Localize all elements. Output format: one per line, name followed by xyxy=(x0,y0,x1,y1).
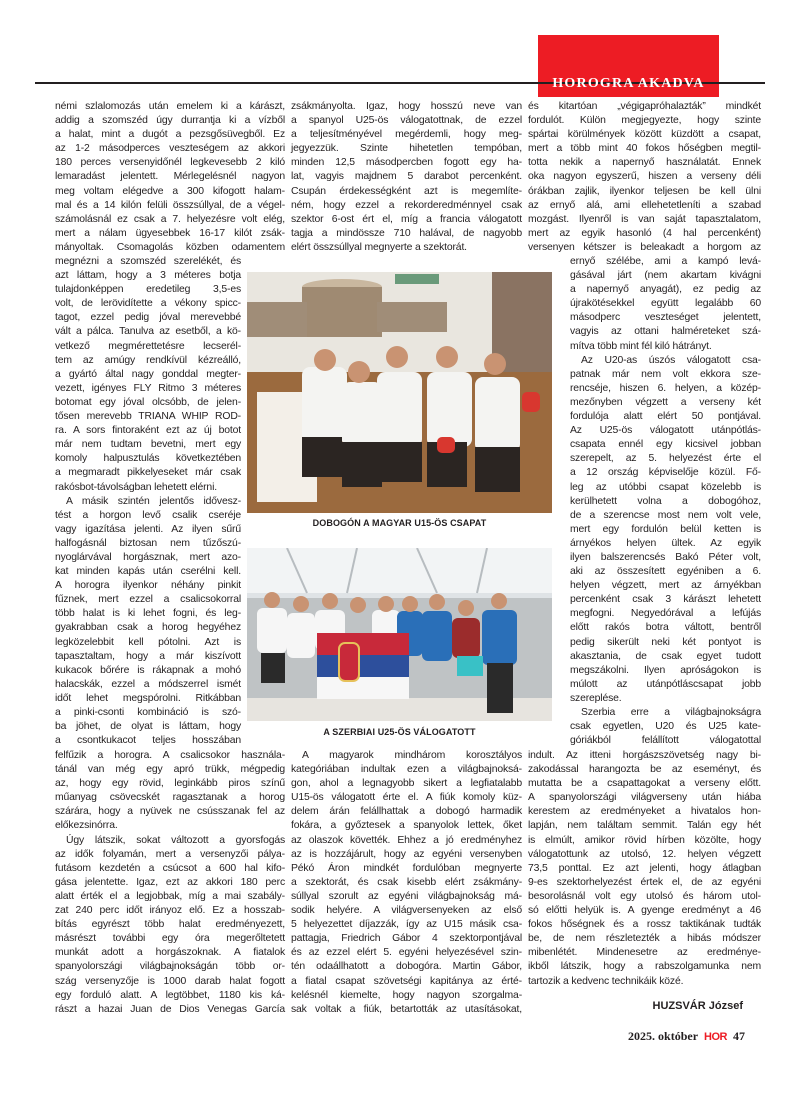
text-line: percenként csak 3 kárászt lehetett xyxy=(570,594,761,606)
text-line: Szerbia erre a világbajnokságra xyxy=(581,707,761,718)
author-signature: HUZSVÁR József xyxy=(652,1000,743,1012)
text-line: lapján, nem találtam semmit. Talán egy hét xyxy=(528,820,761,832)
text-line: mozgást. Ilyenről is van saját tapasztalatom, xyxy=(528,213,761,225)
text-line: mal és a 14 kilón felüli összsúllyal, de a végel- xyxy=(55,199,285,211)
text-line: Úgy látszik, sokat változott a gyorsfogás xyxy=(66,834,285,846)
text-line: 5 helyezettet díjazzák, így az U15 másik csa- xyxy=(291,919,522,931)
text-line: mítva több mint fél kiló hátrányt. xyxy=(570,340,712,352)
text-line: szerepelt, az 5. helyezést érte el xyxy=(570,453,761,465)
page-number: 47 xyxy=(733,1029,745,1043)
text-line: is elmúlt, amikor rövid hírben közölte, hogy xyxy=(528,834,761,846)
text-line: tagot, ezzel pedig jóval merevebbé xyxy=(55,312,241,324)
text-line: A horogra ilyenkor néhány pinkit xyxy=(55,580,241,592)
column-3-top xyxy=(528,100,761,255)
text-line: góriákból felállított válogatottal xyxy=(570,735,761,747)
text-line: spártai körülmények között küzdött a csapat, xyxy=(528,129,761,141)
text-line: gon, ahol a legnagyobb sikert a legfiatalabb xyxy=(291,778,522,790)
text-line: futásom kezdetén a csúcsot a 600 hal kifo- xyxy=(55,862,285,874)
text-line: elért összsúllyal megnyerte a szektorát. xyxy=(291,241,467,253)
text-line: fűznek, mert ezzel a csalicsokorral xyxy=(55,594,241,606)
text-line: a fiatal csapat szövetségi kapitánya az érté- xyxy=(291,975,522,987)
text-line: zat 240 perc időt irányoz elő. Ez a hosszab- xyxy=(55,905,285,917)
text-line: patnak már nem volt ekkora sze- xyxy=(570,368,761,380)
podium-photo xyxy=(247,272,552,513)
text-line: rakósbot-távolságban lehetett elérni. xyxy=(55,481,217,493)
text-line: helyen végzett, mert az árnyékban xyxy=(570,580,761,592)
text-line: ba jöhet, de olyat is láttam, hogy xyxy=(55,721,241,733)
text-line: súllyal szorult az egyéni világbajnokság má- xyxy=(291,890,522,902)
text-line: az is hozzájárult, hogy az egyéni versenyben xyxy=(291,848,522,860)
text-line: rászt a hazai Juan de Dios Venegas García xyxy=(55,1003,285,1015)
text-line: mert a több mint 40 fokos hőségben megtil- xyxy=(528,143,761,155)
text-line: meg voltam elégedve a 300 kifogott halam- xyxy=(55,185,285,197)
text-line: jegyezzük. Szinte hihetetlen tempóban, xyxy=(291,143,522,155)
text-line: árnyékos helyen ültek. Az egyik xyxy=(570,537,761,549)
text-line: besorolásnál volt egy utolsó és három utol- xyxy=(528,890,761,902)
text-line: előtt rakós botra váltott, bentről xyxy=(570,622,761,634)
text-line: kukacok bőrére is rákapnak a mohó xyxy=(55,664,241,676)
text-line: rencséje, hiszen 6. helyen, a közép- xyxy=(570,382,761,394)
text-line: tén odaállhatott a dobogóra. Martin Gábor, xyxy=(291,961,522,973)
text-line: némi szlalomozás után emelem ki a kárászt, xyxy=(55,101,285,112)
text-line: tősen merevebb TRIANA WHIP ROD- xyxy=(55,411,241,423)
text-line: sak voltak a fiúk, betartották az utasításokat, xyxy=(291,1003,522,1015)
text-line: másodperc veszteséget jelentett, xyxy=(570,312,761,324)
text-line: gásával járt (nem akartam kivágni xyxy=(570,270,761,282)
magazine-logo: HOR xyxy=(704,1030,727,1043)
text-line: ernyő szélébe, ami a kampó levá- xyxy=(570,256,761,267)
text-line: fordulót. Külön megjegyezte, hogy szinte xyxy=(528,115,761,127)
section-title: HOROGRA AKADVA xyxy=(552,76,705,91)
text-line: tést a horgon levő csalik cseréje xyxy=(55,509,241,521)
text-line: lat, vagyis majdnem 5 darabot percenként. xyxy=(291,171,522,183)
text-line: spanyolországi világbajnokságán több or- xyxy=(55,961,285,973)
text-line: vagy igazítása jelenti. Az ilyen sűrű xyxy=(55,523,241,535)
serbian-team-photo-caption: A SZERBIAI U25-ÖS VÁLOGATOTT xyxy=(323,727,476,737)
text-line: mert egy fordulón belül ketten is xyxy=(570,523,761,535)
text-line: U15-ös válogatott érte el. A fiúk komoly küz- xyxy=(291,792,522,804)
text-line: mezőnyben végzett a verseny két xyxy=(570,396,761,408)
text-line: az, hogy egy rövid, leginkább piros színű xyxy=(55,778,285,790)
text-line: kat minden kapás után cserélni kell. xyxy=(55,566,241,578)
text-line: tapasztaltam, hogy a már kiszívott xyxy=(55,650,241,662)
text-line: vezett, igényes FLY Ritmo 3 méteres xyxy=(55,382,241,394)
text-line: fokára, a győztesek a spanyolok lettek, őket xyxy=(291,820,522,832)
text-line: újrakötésekkel együtt legalább 60 xyxy=(570,298,761,310)
text-line: a megmaradt pikkelyeseket már csak xyxy=(55,467,241,479)
text-line: megszákolni. Ilyen apróságokon is xyxy=(570,664,761,676)
text-line: előkezsinórra. xyxy=(55,820,118,832)
text-line: bítás egyrészt több halat eredményezett, xyxy=(55,919,285,931)
text-line: kelésnél kiemelte, hogy nagyon szorgalma- xyxy=(291,989,522,1001)
text-line: Csupán érdekességként azt is megemlíte- xyxy=(291,185,522,197)
text-line: mert az egyik hasonló (4 hal percenként) xyxy=(528,227,761,239)
text-line: a spanyol U25-ös válogatottnak, de ezzel xyxy=(291,115,522,127)
text-line: vagyis az ottani halméreteket szá- xyxy=(570,326,761,338)
text-line: pedig sikerült neki két pontyot is xyxy=(570,636,761,648)
text-line: tem az amúgy rendkívül kézreálló, xyxy=(55,354,241,366)
column-3-middle xyxy=(570,255,761,748)
page-footer xyxy=(628,1029,745,1044)
text-line: csak egyetlen, U20 és U25 kate- xyxy=(570,721,761,733)
text-line: totta nekik a napernyő használatát. Ennek xyxy=(528,157,761,169)
text-line: szereplése. xyxy=(570,692,622,704)
column-1-middle xyxy=(55,255,241,748)
text-line: munkát adott a horgászoknak. A fiatalok xyxy=(55,947,285,959)
text-line: az olaszok követték. Ehhez a jó eredményhez xyxy=(291,834,522,846)
text-line: a gyártó által nagy gonddal megter- xyxy=(55,368,241,380)
text-line: a csontkukacot teljes hosszában xyxy=(55,735,241,747)
text-line: de a szerencse most nem volt vele, xyxy=(570,509,761,521)
text-line: szektor 6-ost ért el, míg a francia válogatott xyxy=(291,213,522,225)
text-line: ikből látszik, hogy a rabszolgamunka nem xyxy=(528,961,761,973)
text-line: A spanyolországi világverseny után hiába xyxy=(528,792,761,804)
text-line: A magyarok mindhárom korosztályos xyxy=(302,750,522,761)
text-line: szág versenyzője is 1000 darab halat fogott xyxy=(55,975,285,987)
text-line: órákban zajlik, ilyenkor teljesen be kell ülni xyxy=(528,185,761,197)
text-line: Az U25-ös válogatott utánpótlás- xyxy=(570,425,761,437)
text-line: volt, de lerövidítette a vékony spicc- xyxy=(55,298,241,310)
text-line: oka nagyon egyszerű, hiszen a verseny déli xyxy=(528,171,761,183)
text-line: legközelebbit kell pótolni. Azt is xyxy=(55,636,241,648)
text-line: kerestem az eredményeket a hivatalos hon- xyxy=(528,806,761,818)
text-line: aki az összesített egyéniben a 6. xyxy=(570,566,761,578)
text-line: zakodással harangozta be az eseményt, és xyxy=(528,764,761,776)
text-line: Pékó Áron mindkét fordulóban megnyerte xyxy=(291,862,522,874)
text-line: 180 perces versenyidőnél legkevesebb 2 kiló xyxy=(55,157,285,169)
text-line: 73,5 ponttal. Ez azt jelenti, hogy átlagban xyxy=(528,862,761,874)
text-line: vált a pálca. Tanulva az esetből, a kö- xyxy=(55,326,241,338)
text-line: tulajdonképpen eredetileg 3,5-es xyxy=(55,284,241,296)
text-line: mert a nálam ügyesebbek 16-17 kilót zsák- xyxy=(55,227,285,239)
text-line: só előtti helyük is. A gyenge eredményt a 46 xyxy=(528,905,761,917)
text-line: egy forduló alatt. A legtöbbet, 1180 kis ká- xyxy=(55,989,285,1001)
text-line: nyoglárvával horgásznak, mert azo- xyxy=(55,551,241,563)
column-2-bottom xyxy=(291,749,522,1017)
text-line: vetkező megmérettetésre lecserél- xyxy=(55,340,241,352)
text-line: azt láttam, hogy a 3 méteres botja xyxy=(55,270,241,282)
text-line: ra. A sors fintoraként ezt az új botot xyxy=(55,425,241,437)
text-line: zsákmányolta. Igaz, hogy hosszú neve van xyxy=(291,101,522,112)
text-line: ilyen balszerencsés Bakó Péter volt, xyxy=(570,551,761,563)
text-line: delem árán felállhattak a dobogó harmadik xyxy=(291,806,522,818)
column-1-bottom xyxy=(55,749,285,1017)
text-line: sodik helyére. A világversenyeken az első xyxy=(291,905,522,917)
text-line: felfűzik a horogra. A csalicsokor használa- xyxy=(55,750,285,761)
text-line: és az ezzel elért 5. egyéni helyezésével szin- xyxy=(291,947,522,959)
text-line: addig a szomszéd úgy durrantja ki a vízből xyxy=(55,115,285,127)
text-line: alatt érték el a legjobbak, míg a mai szabály- xyxy=(55,890,285,902)
text-line: több halat is ki lehet fogni, és leg- xyxy=(55,608,241,620)
text-line: a pinki-csonti kombináció is szó- xyxy=(55,707,241,718)
column-2-top xyxy=(291,100,522,255)
text-line: időt lehet megspórolni. Ritkábban xyxy=(55,692,241,704)
text-line: mányoltak. Csomagolás közben odamentem xyxy=(55,241,285,253)
text-line: másrészt további egy óra megerőltetett xyxy=(55,933,285,945)
text-line: az ernyő alá, ami ellehetetleníti a szabad xyxy=(528,199,761,211)
text-line: komoly halpusztulás következtében xyxy=(55,453,241,465)
text-line: tagja a mindössze 710 halával, de nagyobb xyxy=(291,227,522,239)
text-line: az 1-2 másodperces veszteségem az akkori xyxy=(55,143,285,155)
text-line: ném, hogy ezzel a rekorderedménnyel csak xyxy=(291,199,522,211)
text-line: a halat, mint a dugót a pezsgősüvegből. Ez xyxy=(55,129,285,141)
text-line: számolásnál ez csak a 7. helyezésre volt elég, xyxy=(55,213,285,225)
text-line: fokos hőségnek és a rossz taktikának tudták xyxy=(528,919,761,931)
text-line: megnézni a szomszéd szerelékét, és xyxy=(55,256,241,267)
text-line: A másik szintén jelentős idővesz- xyxy=(66,495,241,507)
text-line: mutatta be a csapattagokat a verseny előtt. xyxy=(528,778,761,790)
text-line: indult. Az itteni horgászszövetség nagy bi- xyxy=(528,750,761,761)
text-line: kategóriában indultak ezen a világbajnoksá- xyxy=(291,764,522,776)
text-line: a 12 ország képviselője közül. Fő- xyxy=(570,467,761,479)
text-line: a napernyő anyagát), ez pedig az xyxy=(570,284,761,296)
text-line: válogatottunk az utolsó, 12. helyen végzett xyxy=(528,848,761,860)
text-line: csapata ennél egy kicsivel jobban xyxy=(570,439,761,451)
text-line: leg az utóbbi csapat közelebb is xyxy=(570,481,761,493)
text-line: 9-es szektorhelyezést értek el, de az egyéni xyxy=(528,876,761,888)
text-line: mibenlétét. Mindenesetre az eredménye- xyxy=(528,947,761,959)
text-line: lemaradást jelentett. Mérlegelésnél nagyon xyxy=(55,171,285,183)
text-line: szárára, hogy a nyüvek ne csússzanak fel az xyxy=(55,806,285,818)
text-line: múlott az utánpótláscsapat jobb xyxy=(570,678,761,690)
text-line: gyakrabban csak a horog hegyéhez xyxy=(55,622,241,634)
text-line: botomat egy jóval olcsóbb, de jelen- xyxy=(55,396,241,408)
text-line: halacskák, ezzel a módszerrel ismét xyxy=(55,678,241,690)
text-line: be, de nem részletezték a hibás módszer xyxy=(528,933,761,945)
text-line: tánál van még egy apró trükk, mégpedig xyxy=(55,764,285,776)
text-line: versenyen kétszer is beleakadt a horgom az xyxy=(528,241,761,253)
text-line: gása jelentette. Igaz, ezt az akkori 180 perc xyxy=(55,876,285,888)
issue-date: 2025. október xyxy=(628,1029,699,1043)
text-line: már nem tudtam bevetni, mert egy xyxy=(55,439,241,451)
podium-photo-caption: DOBOGÓN A MAGYAR U15-ÖS CSAPAT xyxy=(312,518,487,528)
text-line: akasztania, de csak egyet tudott xyxy=(570,650,761,662)
text-line: műanyag csövecskét ragasztanak a horog xyxy=(55,792,285,804)
text-line: kerülhetett volna a dobogóhoz, xyxy=(570,495,761,507)
text-line: Az U20-as úszós válogatott csa- xyxy=(581,354,761,366)
column-3-bottom xyxy=(528,749,761,989)
text-line: a szektorát, és csak kisebb elért zsákmány- xyxy=(291,876,522,888)
text-line: tartozik a kedvenc technikáik közé. xyxy=(528,975,684,987)
text-line: megfogni. Negyedórával a lefújás xyxy=(570,608,761,620)
text-line: halfogásnál biztosan nem tűzőszú- xyxy=(55,537,241,549)
column-1-top xyxy=(55,100,285,255)
text-line: az idők folyamán, mert a versenyzői pálya- xyxy=(55,848,285,860)
serbian-team-photo xyxy=(247,548,552,721)
text-line: fordulója alatt elért 50 pontjával. xyxy=(570,411,761,423)
text-line: és kitartóan „végigapróhalazták” mindkét xyxy=(528,101,761,112)
text-line: pattagja, Friedrich Gábor 4 szektorpontjával xyxy=(291,933,522,945)
text-line: minden 12,5 másodpercben fogott egy ha- xyxy=(291,157,522,169)
text-line: a teljesítményével megérdemli, hogy meg- xyxy=(291,129,522,141)
